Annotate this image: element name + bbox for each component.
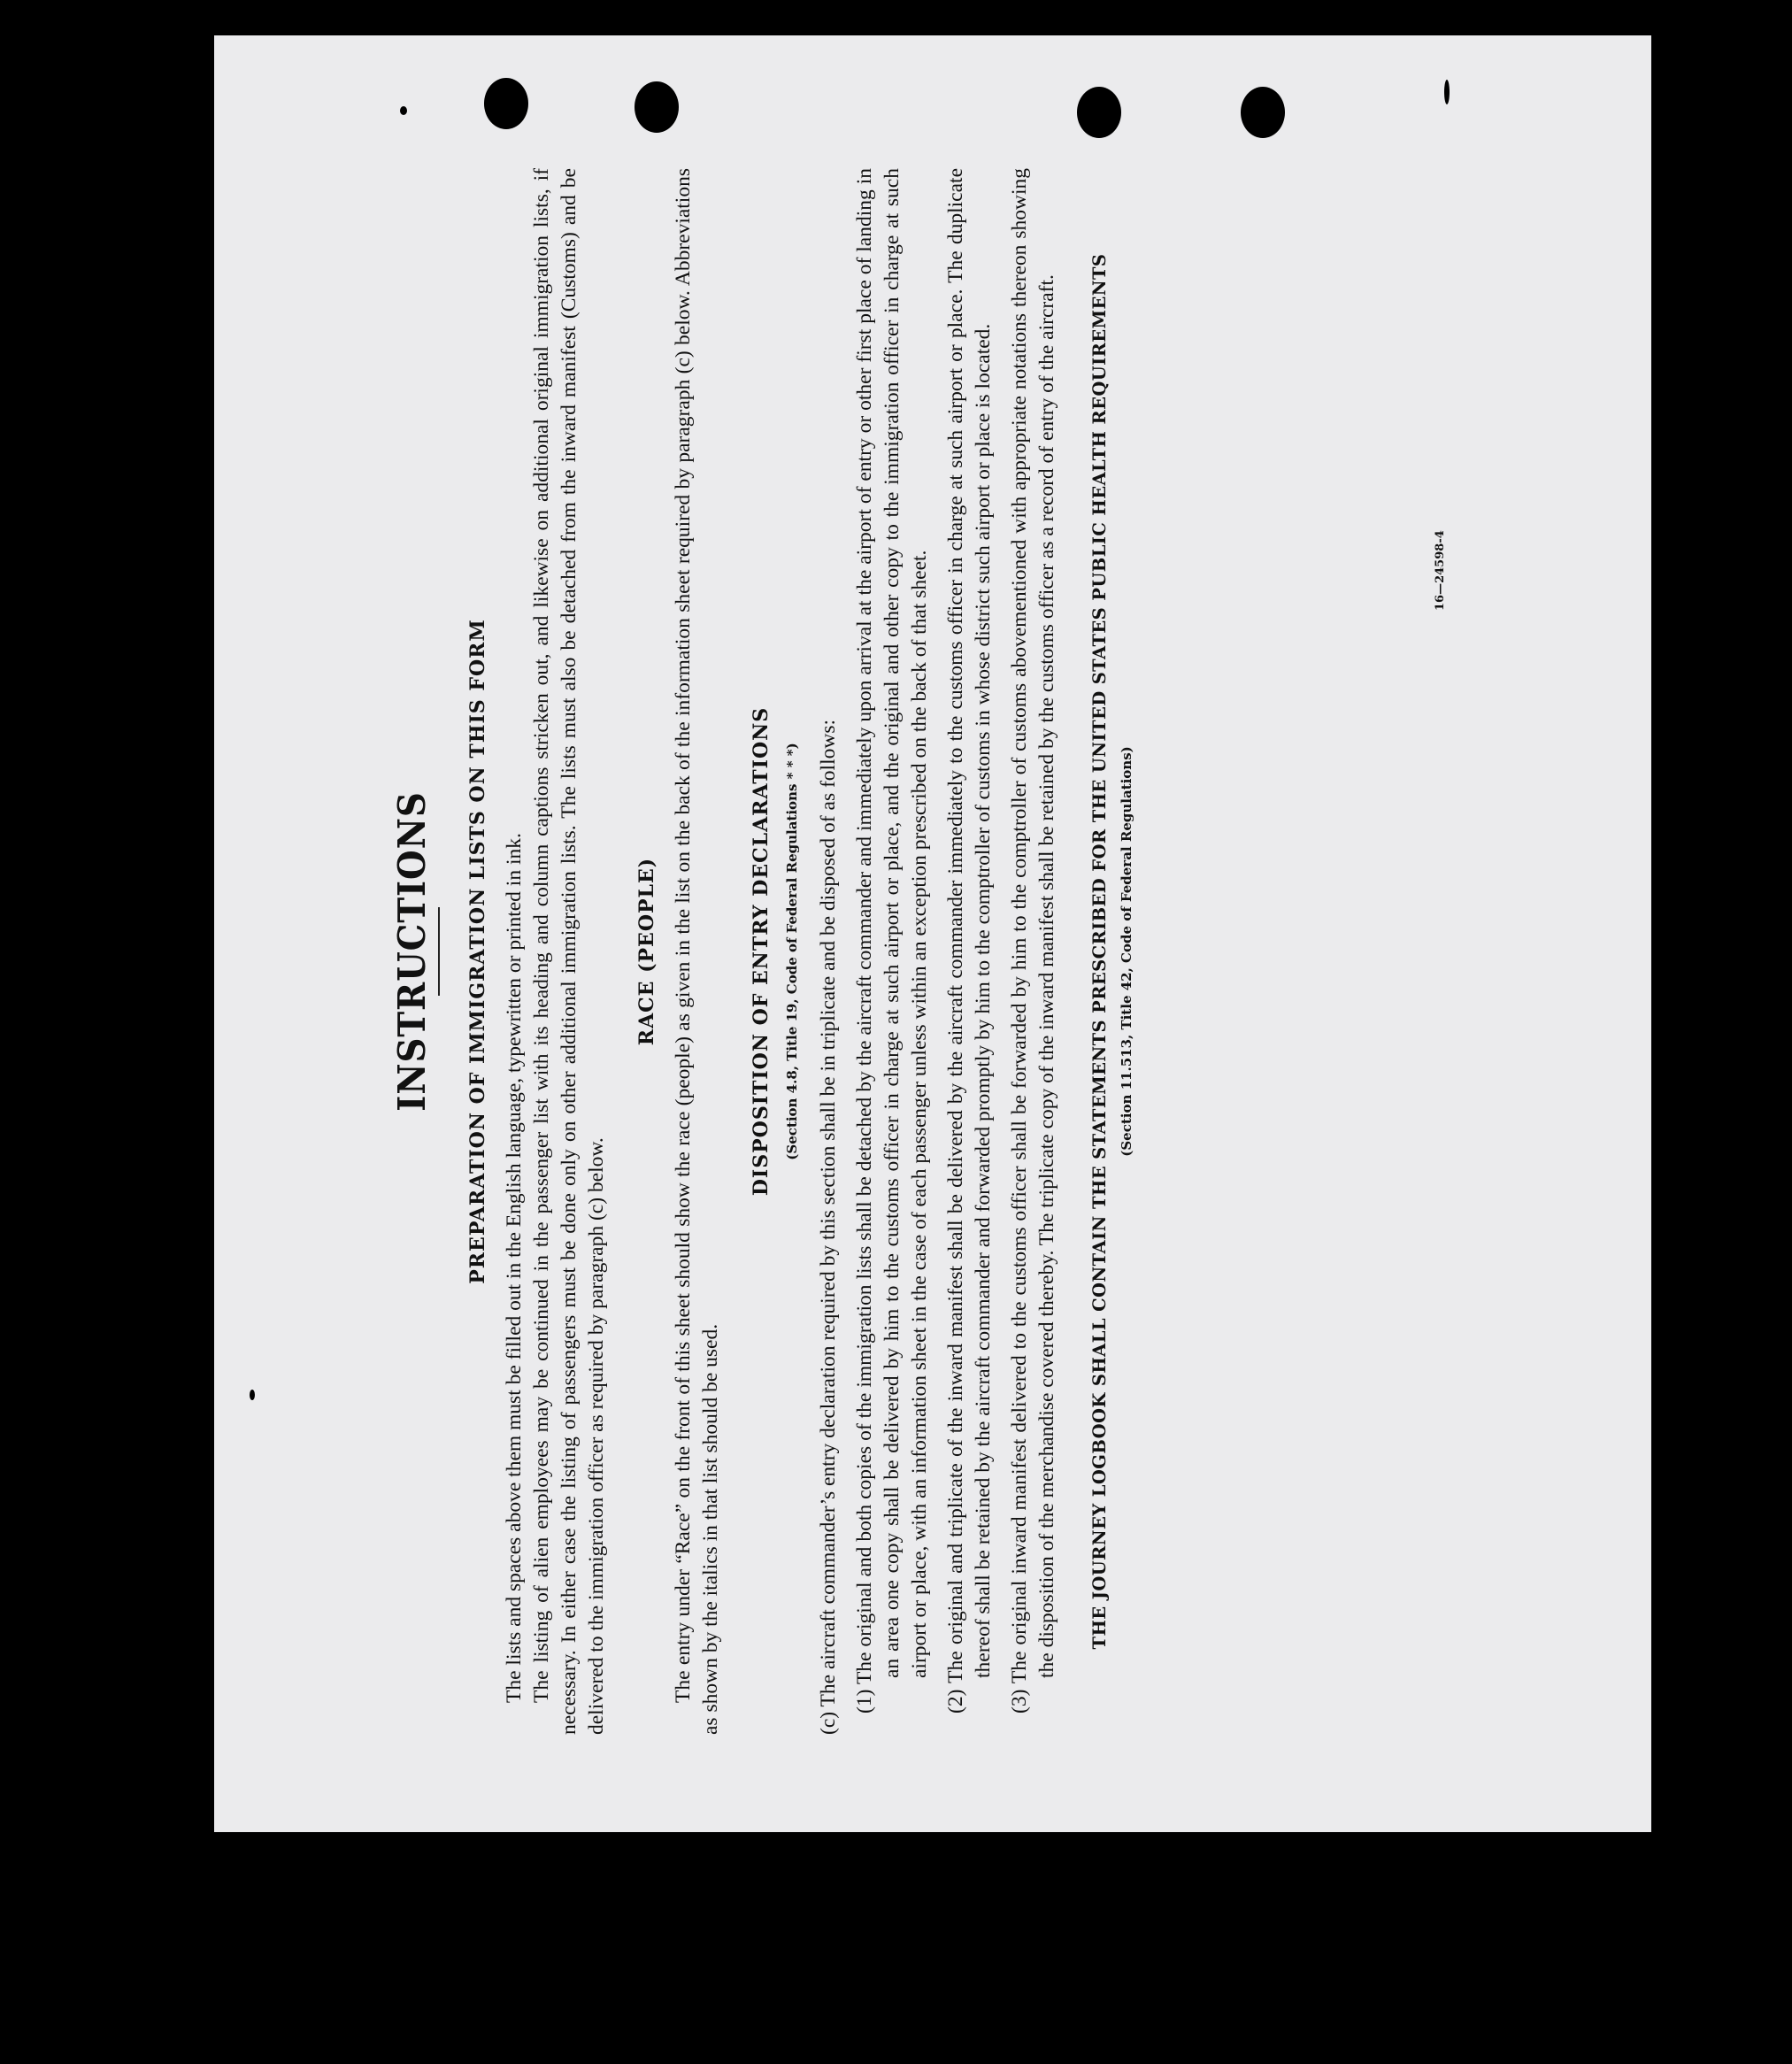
section-heading-disposition: DISPOSITION OF ENTRY DECLARATIONS [750,706,773,1197]
paragraph: The listing of alien employees may be continued in the passenger list with its heading and column captions stricken out, and likewise on additional original immigration lists, if necessary. In either case the listing of passengers must be done only on other additional immigration lists. The lists must also be detached from the inward manifest (Customs) and be delivered to the immigration officer as required by paragraph (c) below. [530,168,608,1735]
punch-hole [635,81,679,133]
speck [1444,80,1450,104]
paragraph: (c) The aircraft commander’s entry declaration required by this section shall be in triplicate and be disposed of as follows: [817,720,840,1735]
title-rule [438,907,440,996]
list-item: (3) The original inward manifest delivered to the customs officer shall be forwarded by him to the comptroller of customs abovementioned with appropriate notations thereon showing the disposition of the merchandise covered thereby. The triplicate copy of the inward manifest shall be retained by the customs officer as a record of entry of the aircraft. [1008,168,1058,1714]
instructions-body [390,168,1389,1735]
section-heading-race: RACE (PEOPLE) [635,857,658,1046]
list-item: (1) The original and both copies of the immigration lists shall be detached by the aircraft commander and immediately upon arrival at the airport of entry or other first place of landing in an area one copy shall be delivered by him to the customs officer in charge at such airport or place, and the original and other copy to the immigration officer in charge at such airport or place, with an information sheet in the case of each passenger unless within an exception prescribed on the back of that sheet. [853,168,931,1714]
punch-hole [1241,87,1285,138]
footer-statement: THE JOURNEY LOGBOOK SHALL CONTAIN THE STATEMENTS PRESCRIBED FOR THE UNITED STATES PUBLIC HEALTH REQUIREMENTS [1089,253,1110,1650]
page-title: INSTRUCTIONS [390,791,434,1112]
speck [400,106,407,115]
list-item: (2) The original and triplicate of the inward manifest shall be delivered by the aircraft commander immediately to the customs officer in charge at such airport or place. The duplicate thereof shall be retained by the aircraft commander and forwarded promptly by him to the comptroller of customs in whose district such airport or place is located. [944,168,995,1714]
section-heading-preparation: PREPARATION OF IMMIGRATION LISTS ON THIS FORM [466,619,489,1284]
form-number: 16—24598-4 [1434,530,1447,611]
speck [250,1390,255,1400]
punch-hole [484,78,528,129]
paragraph: The lists and spaces above them must be filled out in the English language, typewritten or printed in ink. [503,833,526,1703]
paragraph: The entry under “Race” on the front of this sheet should show the race (people) as given in the list on the back of the information sheet required by paragraph (c) below. Abbreviations as shown by the italics in that list should be used. [672,168,722,1735]
punch-hole [1077,87,1121,138]
section-subheading: (Section 4.8, Title 19, Code of Federal Regulations * * *) [784,743,800,1160]
footer-citation: (Section 11.513, Title 42, Code of Federal Regulations) [1119,746,1134,1157]
